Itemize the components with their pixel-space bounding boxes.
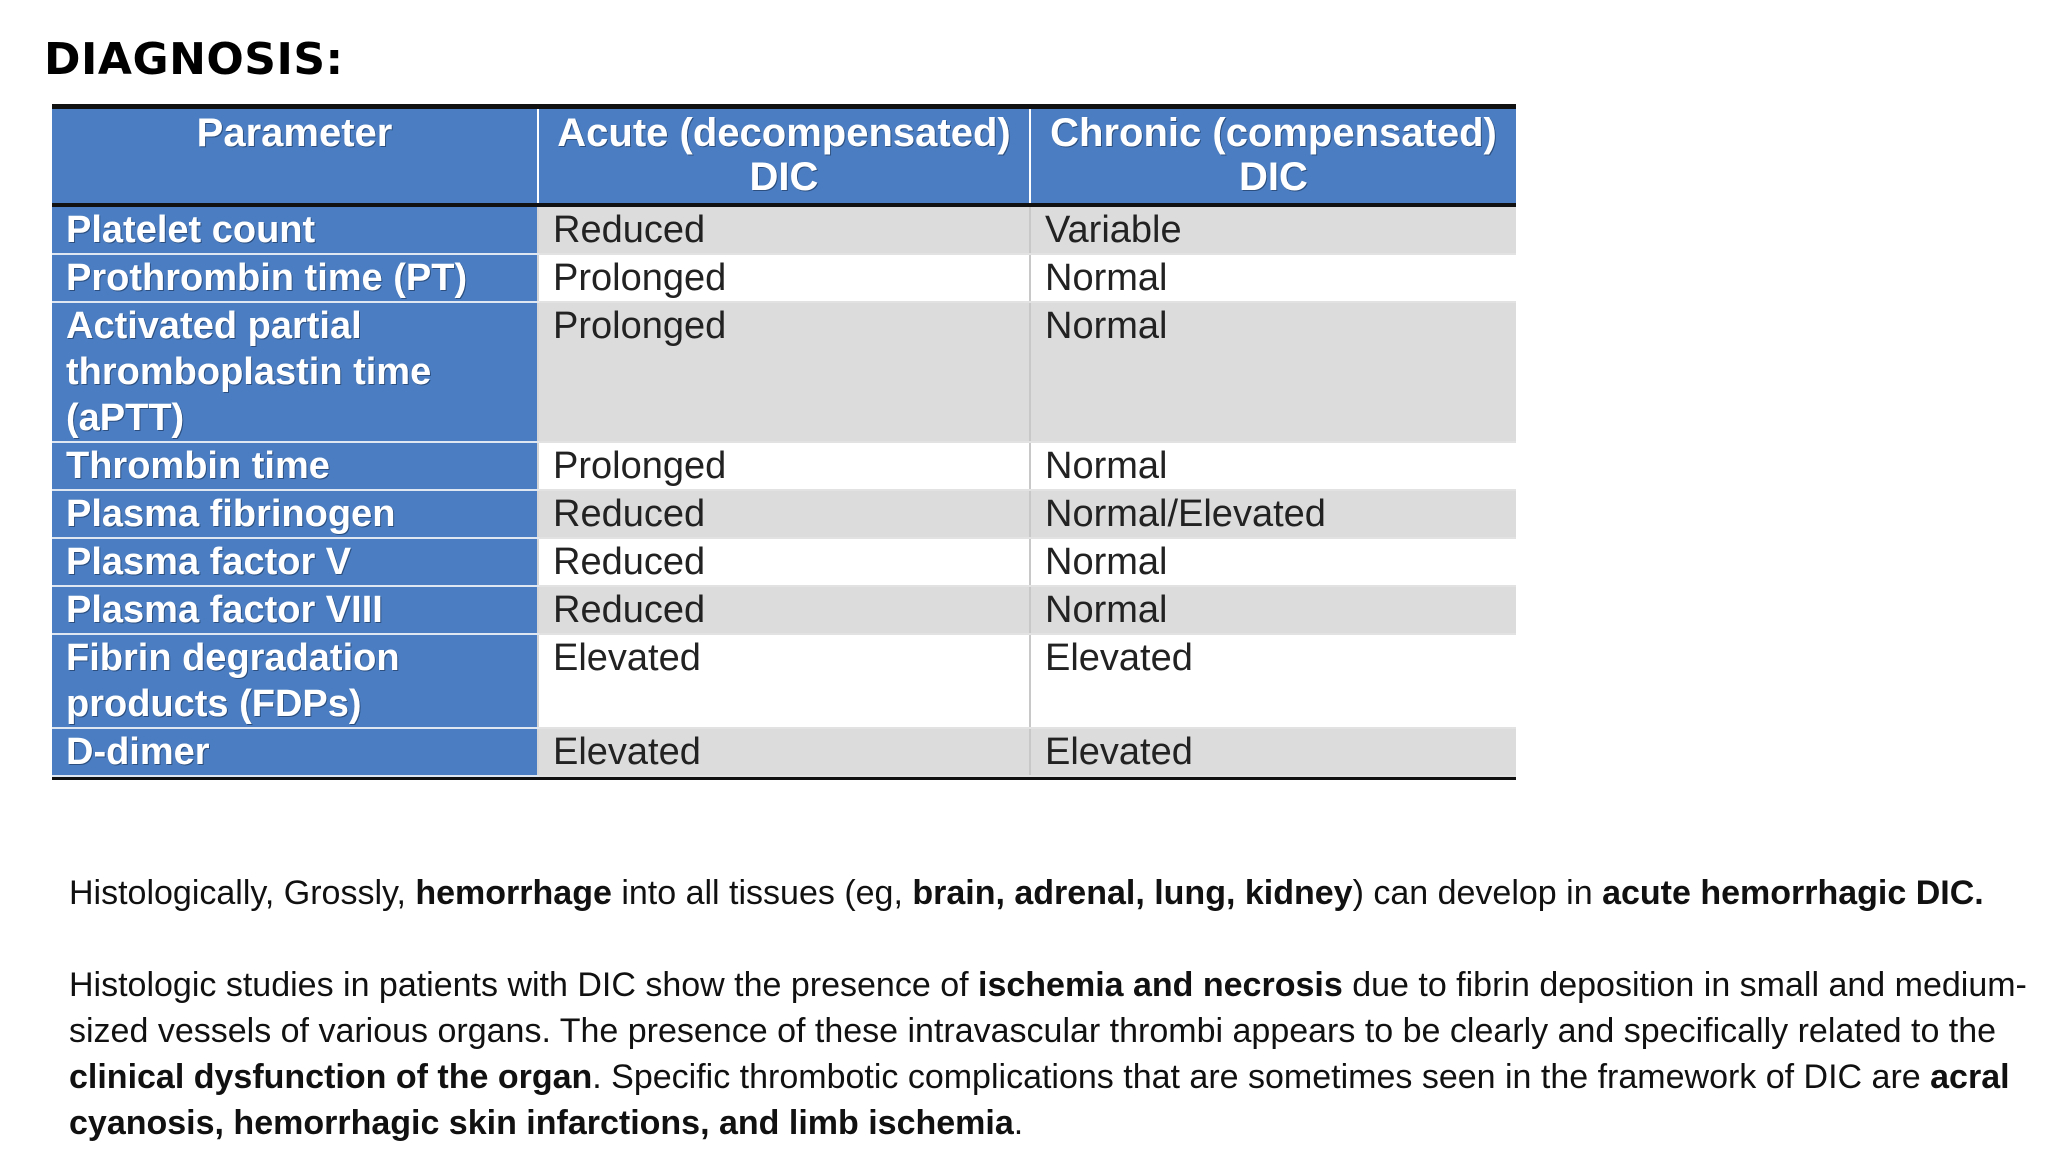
- chronic-value-cell: Normal: [1030, 302, 1516, 442]
- parameter-cell: Plasma fibrinogen: [52, 490, 538, 538]
- parameter-cell: Prothrombin time (PT): [52, 254, 538, 302]
- acute-value-cell: Reduced: [538, 205, 1030, 254]
- acute-value-cell: Prolonged: [538, 442, 1030, 490]
- text-run: Histologic studies in patients with DIC show the presence of: [69, 966, 979, 1004]
- dic-table-container: [52, 104, 1516, 780]
- table-row: [52, 490, 1516, 538]
- table-row: [52, 634, 1516, 728]
- table-row: [52, 205, 1516, 254]
- column-header-parameter: Parameter: [52, 109, 538, 205]
- dic-parameter-table: [52, 109, 1516, 777]
- bold-run: clinical dysfunction of the organ: [69, 1058, 593, 1096]
- table-row: [52, 302, 1516, 442]
- acute-value-cell: Prolonged: [538, 302, 1030, 442]
- table-row: [52, 728, 1516, 776]
- column-header-acute: Acute (decompensated) DIC: [538, 109, 1030, 205]
- text-run: . Specific thrombotic complications that are sometimes seen in the framework of DIC are: [592, 1058, 1931, 1096]
- parameter-cell: Platelet count: [52, 205, 538, 254]
- table-row: [52, 538, 1516, 586]
- paragraph-histologic-studies: [69, 962, 2029, 1146]
- chronic-value-cell: Normal: [1030, 254, 1516, 302]
- chronic-value-cell: Normal/Elevated: [1030, 490, 1516, 538]
- acute-value-cell: Elevated: [538, 728, 1030, 776]
- parameter-cell: Activated partial thromboplastin time (aPTT): [52, 302, 538, 442]
- acute-value-cell: Reduced: [538, 490, 1030, 538]
- bold-run: acral cyanosis, hemorrhagic skin infarctions, and limb ischemia: [69, 1058, 2010, 1142]
- text-run: Histologically, Grossly,: [69, 874, 416, 912]
- text-run: .: [1013, 1104, 1024, 1142]
- parameter-cell: D-dimer: [52, 728, 538, 776]
- table-row: [52, 586, 1516, 634]
- chronic-value-cell: Normal: [1030, 442, 1516, 490]
- chronic-value-cell: Normal: [1030, 538, 1516, 586]
- paragraph-gross-histology: [69, 870, 2029, 916]
- acute-value-cell: Elevated: [538, 634, 1030, 728]
- chronic-value-cell: Elevated: [1030, 728, 1516, 776]
- text-run: ) can develop in: [1352, 874, 1603, 912]
- acute-value-cell: Reduced: [538, 538, 1030, 586]
- chronic-value-cell: Normal: [1030, 586, 1516, 634]
- parameter-cell: Fibrin degradation products (FDPs): [52, 634, 538, 728]
- table-row: [52, 442, 1516, 490]
- chronic-value-cell: Elevated: [1030, 634, 1516, 728]
- bold-run: brain, adrenal, lung, kidney: [912, 874, 1353, 912]
- bold-run: acute hemorrhagic DIC.: [1602, 874, 1984, 912]
- parameter-cell: Thrombin time: [52, 442, 538, 490]
- column-header-chronic: Chronic (compensated) DIC: [1030, 109, 1516, 205]
- table-header-row: [52, 109, 1516, 205]
- bold-run: hemorrhage: [415, 874, 612, 912]
- bold-run: ischemia and necrosis: [978, 966, 1343, 1004]
- acute-value-cell: Prolonged: [538, 254, 1030, 302]
- acute-value-cell: Reduced: [538, 586, 1030, 634]
- chronic-value-cell: Variable: [1030, 205, 1516, 254]
- table-row: [52, 254, 1516, 302]
- text-run: due to fibrin deposition in small and medium-sized vessels of various organs. The presence of these intravascular thrombi appears to be clearly and specifically related to the: [69, 966, 2027, 1050]
- page-title: DIAGNOSIS:: [44, 34, 344, 85]
- parameter-cell: Plasma factor VIII: [52, 586, 538, 634]
- parameter-cell: Plasma factor V: [52, 538, 538, 586]
- text-run: into all tissues (eg,: [611, 874, 913, 912]
